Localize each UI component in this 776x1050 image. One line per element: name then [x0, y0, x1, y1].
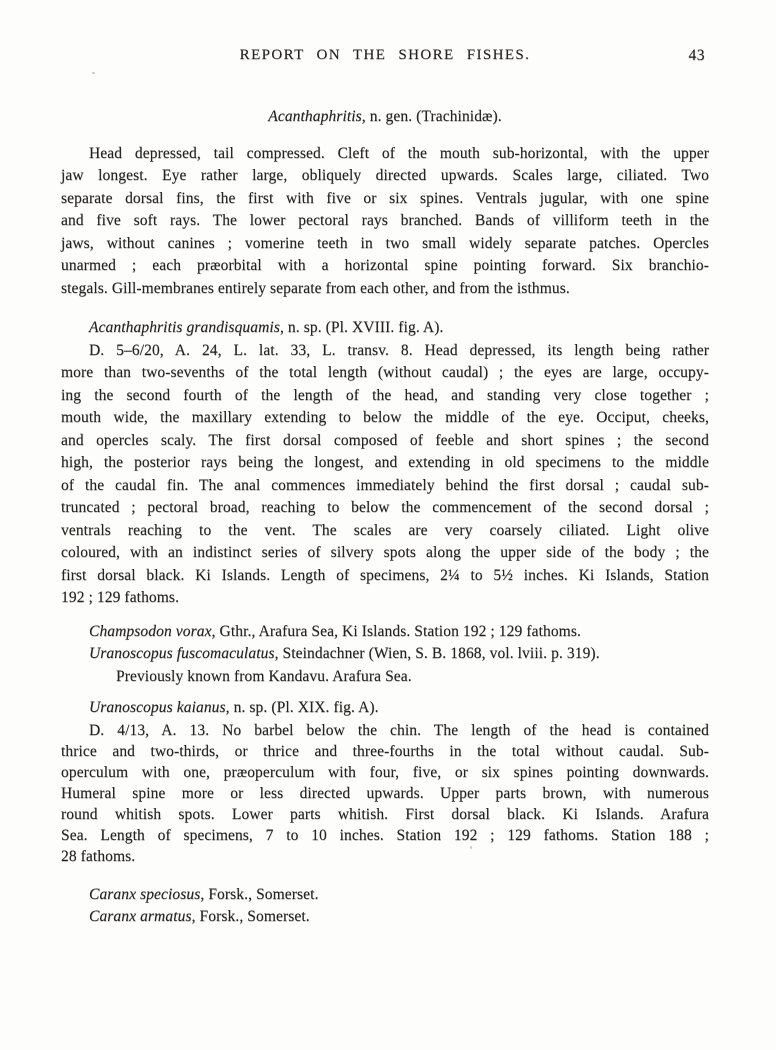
paragraph-kaianus-description [61, 720, 709, 867]
genus-heading-rest: n. gen. (Trachinidæ). [365, 108, 502, 125]
species-name: Acanthaphritis grandisquamis [89, 319, 280, 336]
species-heading-rest: , n. sp. (Pl. XIX. fig. A). [225, 699, 379, 716]
species-heading-rest: , n. sp. (Pl. XVIII. fig. A). [279, 319, 444, 336]
record-line-champsodon [61, 621, 709, 644]
text-line: separate dorsal fins, the first with five or six spines. Ventrals jugular, with one spine [61, 189, 709, 207]
record-rest: , Forsk., Somerset. [200, 885, 319, 903]
text-line: thrice and two-thirds, or thrice and three-fourths in the total without caudal. Sub- [61, 742, 709, 760]
text-line: coloured, with an indistinct series of silvery spots along the upper side of the body ; the [61, 544, 709, 561]
text-line: unarmed ; each præorbital with a horizontal spine pointing forward. Six branchio- [61, 257, 709, 274]
record-line-caranx-armatus [61, 906, 709, 929]
paragraph-grandisquamis-description [61, 340, 709, 610]
text-line: D. 5–6/20, A. 24, L. lat. 33, L. transv. 8. Head depressed, its length being rather [89, 341, 709, 359]
text-line: of the caudal fin. The anal commences immediately behind the first dorsal ; caudal sub- [61, 476, 709, 494]
paragraph-genus-description [61, 143, 709, 301]
text-line: more than two-sevenths of the total length (without caudal) ; the eyes are large, occupy- [61, 364, 709, 381]
species-records [61, 621, 709, 689]
text-line: Sea. Length of specimens, 7 to 10 inches. Station 192 ; 129 fathoms. Station 188 ; [61, 826, 709, 844]
text-line: Humeral spine more or less directed upwards. Upper parts brown, with numerous [61, 784, 709, 802]
text-line: truncated ; pectoral broad, reaching to below the commencement of the second dorsal ; [61, 499, 709, 516]
text-line: 192 ; 129 fathoms. [61, 589, 180, 606]
record-rest: , Steindachner (Wien, S. B. 1868, vol. lviii. p. 319). [274, 645, 600, 662]
record-line-uranoscopus-fuscomaculatus [61, 643, 709, 666]
record-line-previously-known: Previously known from Kandavu. Arafura Sea. [116, 667, 412, 685]
text-line: 28 fathoms. [61, 847, 136, 865]
page-number: 43 [688, 47, 705, 64]
species-name: Champsodon vorax [89, 622, 212, 640]
record-rest: , Gthr., Arafura Sea, Ki Islands. Station 192 ; 129 fathoms. [211, 622, 581, 640]
record-line-caranx-speciosus [61, 884, 709, 907]
running-head-row [61, 44, 709, 67]
text-line: ventrals reaching to the vent. The scales are very coarsely ciliated. Light olive [61, 521, 709, 539]
text-block [61, 0, 709, 929]
text-line: jaw longest. Eye rather large, obliquely directed upwards. Scales large, ciliated. Two [61, 167, 709, 184]
caranx-records [61, 884, 709, 929]
species-heading-kaianus [61, 697, 709, 720]
genus-name: Acanthaphritis, [268, 108, 366, 125]
text-line: operculum with one, præoperculum with four, five, or six spines pointing downwards. [61, 763, 709, 781]
text-line: jaws, without canines ; vomerine teeth in two small widely separate patches. Opercles [61, 234, 709, 252]
text-line: D. 4/13, A. 13. No barbel below the chin. The length of the head is contained [89, 721, 709, 739]
text-line: round whitish spots. Lower parts whitish. First dorsal black. Ki Islands. Arafura [61, 805, 709, 823]
running-head: REPORT ON THE SHORE FISHES. [239, 47, 531, 63]
genus-heading [61, 106, 709, 129]
species-name: Uranoscopus kaianus [89, 699, 226, 716]
text-line: and opercles scaly. The first dorsal composed of feeble and short spines ; the second [61, 431, 709, 449]
record-rest: , Forsk., Somerset. [191, 908, 310, 925]
text-line: and five soft rays. The lower pectoral rays branched. Bands of villiform teeth in the [61, 212, 709, 229]
text-line: stegals. Gill-membranes entirely separate from each other, and from the isthmus. [61, 279, 570, 297]
species-name: Caranx speciosus [89, 885, 201, 903]
text-line: high, the posterior rays being the longest, and extending in old specimens to the middle [61, 454, 709, 471]
text-line: ing the second fourth of the length of the head, and standing very close together ; [61, 386, 709, 404]
text-line: mouth wide, the maxillary extending to below the middle of the eye. Occiput, cheeks, [61, 409, 709, 426]
text-line: first dorsal black. Ki Islands. Length of specimens, 2¼ to 5½ inches. Ki Islands, Station [61, 566, 709, 584]
text-line: Head depressed, tail compressed. Cleft of the mouth sub-horizontal, with the upper [89, 144, 709, 162]
species-name: Caranx armatus [89, 908, 192, 925]
species-heading-grandisquamis [61, 317, 709, 340]
species-name: Uranoscopus fuscomaculatus [89, 645, 275, 662]
